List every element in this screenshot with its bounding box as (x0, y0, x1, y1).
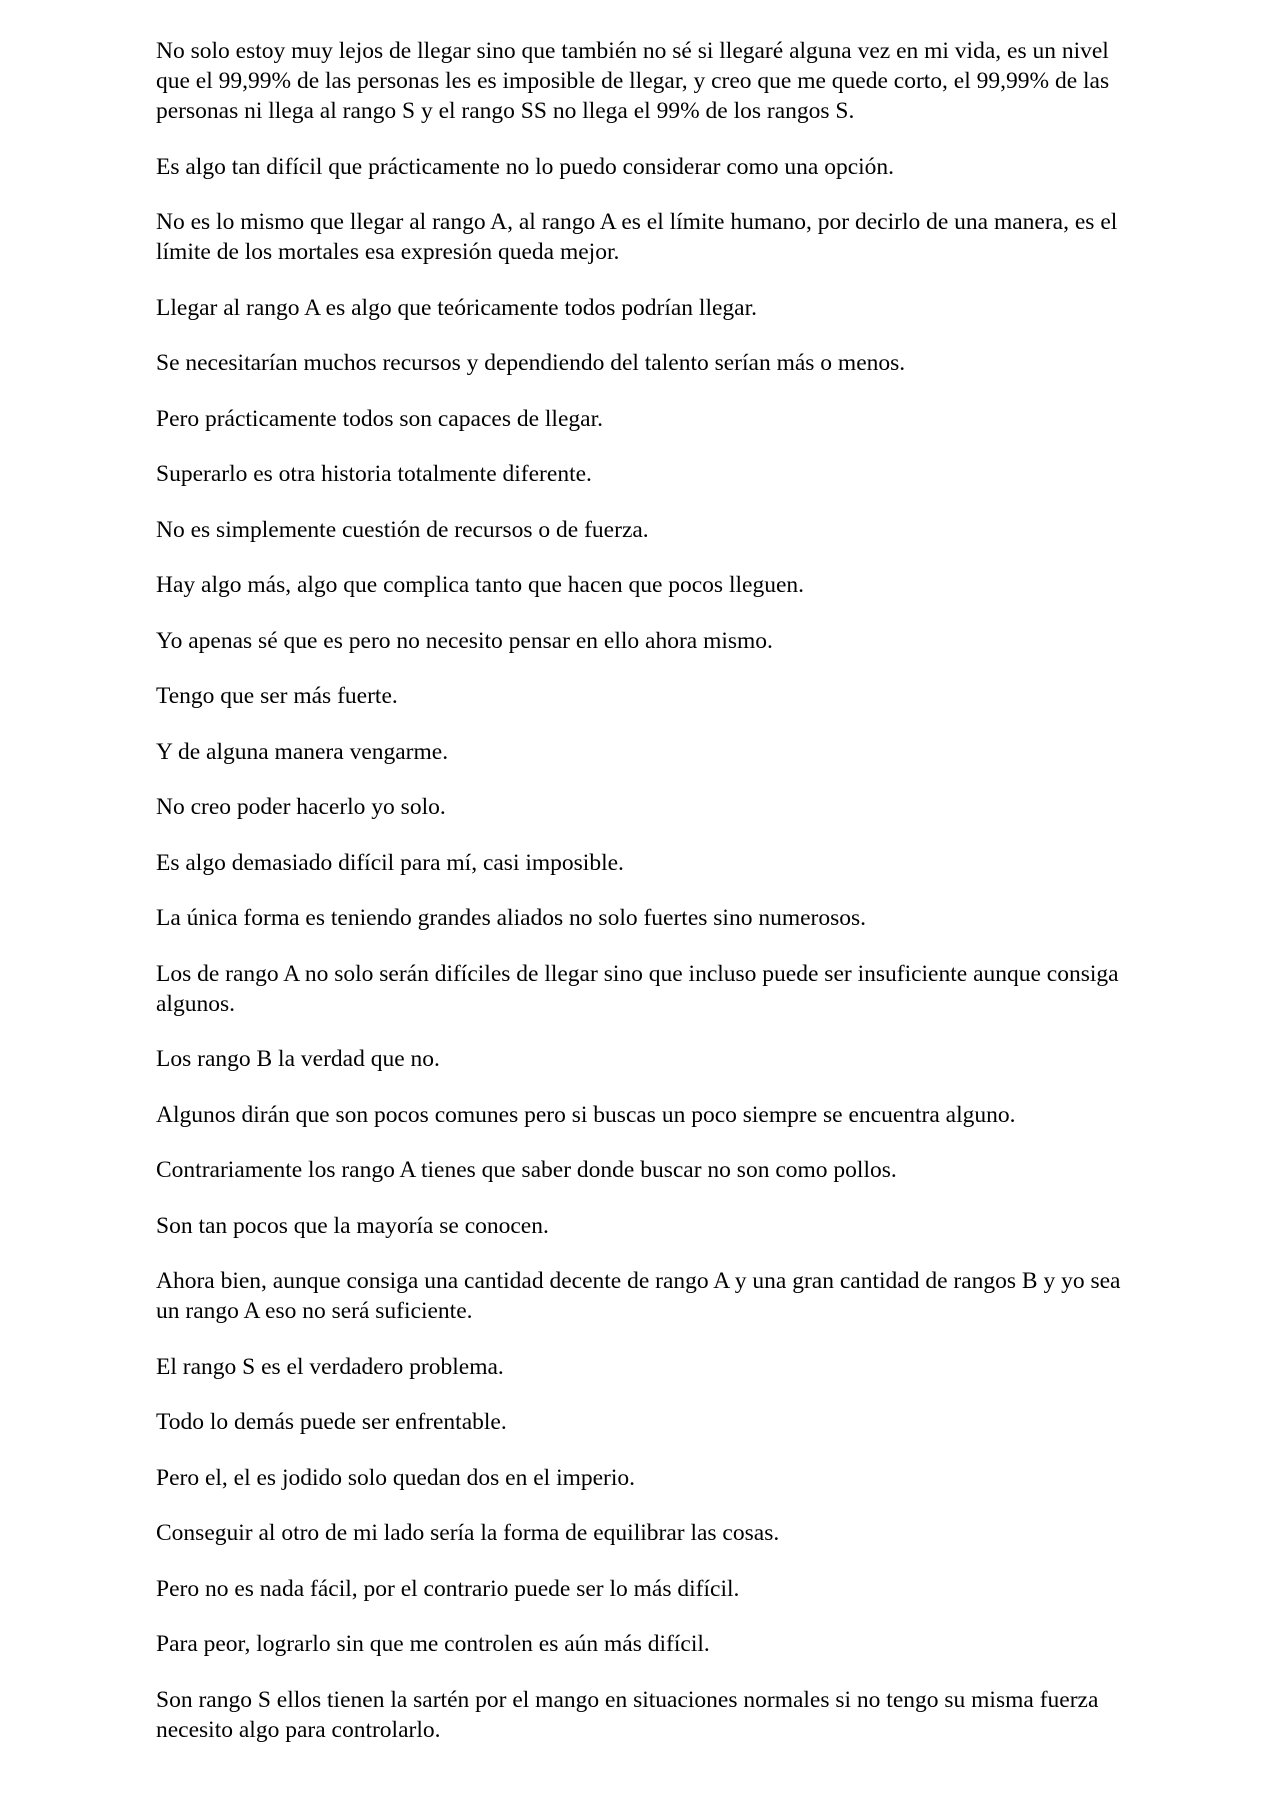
paragraph: Llegar al rango A es algo que teóricamente todos podrían llegar. (156, 294, 758, 321)
paragraph: Pero el, el es jodido solo quedan dos en el imperio. (156, 1464, 636, 1491)
paragraph: Son rango S ellos tienen la sartén por el mango en situaciones normales si no tengo su misma fuerza necesito algo para controlarlo. (156, 1686, 1099, 1743)
paragraph: No es simplemente cuestión de recursos o de fuerza. (156, 516, 649, 543)
paragraph: Ahora bien, aunque consiga una cantidad decente de rango A y una gran cantidad de rangos B y yo sea un rango A eso no será suficiente. (156, 1268, 1121, 1324)
paragraph: La única forma es teniendo grandes aliados no solo fuertes sino numerosos. (156, 905, 867, 931)
paragraph: Para peor, lograrlo sin que me controlen es aún más difícil. (156, 1631, 710, 1657)
paragraph: Tengo que ser más fuerte. (156, 683, 398, 709)
paragraph: Hay algo más, algo que complica tanto que hacen que pocos lleguen. (156, 572, 804, 598)
paragraph: No es lo mismo que llegar al rango A, al rango A es el límite humano, por decirlo de una manera, es el límite de los mortales esa expresión queda mejor. (156, 209, 1118, 265)
paragraph: Los de rango A no solo serán difíciles de llegar sino que incluso puede ser insuficiente aunque consiga algunos. (156, 960, 1119, 1017)
paragraph: Y de alguna manera vengarme. (156, 738, 449, 765)
paragraph: Todo lo demás puede ser enfrentable. (156, 1409, 507, 1435)
paragraph: No solo estoy muy lejos de llegar sino que también no sé si llegaré alguna vez en mi vida, es un nivel que el 99,99% de las personas les es imposible de llegar, y creo que me quede corto, el 99,99% de las personas ni llega al rango S y el rango SS no llega el 99% de los rangos S. (156, 38, 1110, 124)
paragraph: Yo apenas sé que es pero no necesito pensar en ello ahora mismo. (156, 627, 773, 654)
paragraph: Pero no es nada fácil, por el contrario puede ser lo más difícil. (156, 1575, 740, 1602)
paragraph: Algunos dirán que son pocos comunes pero si buscas un poco siempre se encuentra alguno. (156, 1101, 1016, 1128)
paragraph: No creo poder hacerlo yo solo. (156, 794, 446, 820)
paragraph: Conseguir al otro de mi lado sería la forma de equilibrar las cosas. (156, 1520, 780, 1546)
paragraph: Pero prácticamente todos son capaces de llegar. (156, 405, 603, 432)
paragraph: Los rango B la verdad que no. (156, 1046, 440, 1072)
paragraph: Es algo tan difícil que prácticamente no lo puedo considerar como una opción. (156, 153, 895, 180)
paragraph: Son tan pocos que la mayoría se conocen. (156, 1212, 549, 1239)
paragraph: Contrariamente los rango A tienes que saber donde buscar no son como pollos. (156, 1157, 897, 1183)
paragraph: Es algo demasiado difícil para mí, casi imposible. (156, 849, 624, 876)
paragraph: Superarlo es otra historia totalmente diferente. (156, 461, 592, 487)
paragraph: El rango S es el verdadero problema. (156, 1353, 504, 1380)
paragraph: Se necesitarían muchos recursos y dependiendo del talento serían más o menos. (156, 350, 906, 376)
document-page (156, 36, 1146, 1770)
